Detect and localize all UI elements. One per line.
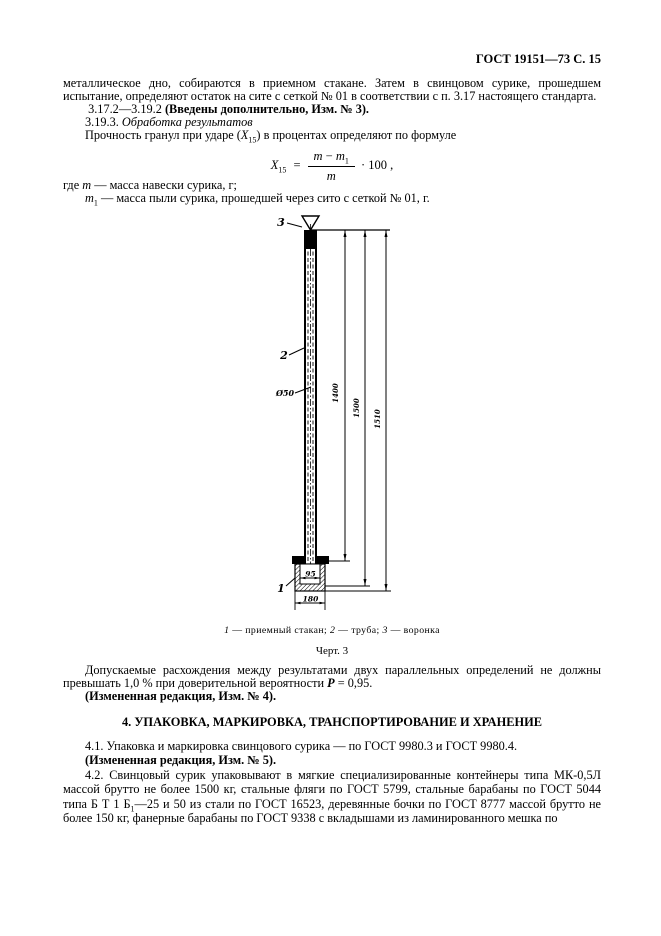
leader-diameter [295,387,311,393]
arrow [320,602,326,605]
figure-3-drawing [250,212,410,620]
page-header [63,52,601,67]
doc-number: ГОСТ 19151—73 С. 15 [475,52,601,66]
dim-label-1500: 1500 [352,398,361,418]
where-line-1: где m — масса навески сурика, г; [63,178,237,192]
intro-paragraph: металлическое дно, собираются в приемном стакане. Затем в свинцовом сурике, прошедшем испытание, определяют остаток на сите с сеткой № 01 в соответствии с п. 3.17 настоящего стандарта. [63,76,601,104]
formula-lhs: X [270,158,279,172]
arrow [385,230,388,237]
dim-label-95: 95 [305,569,316,579]
strength-sentence: Прочность гранул при ударе $(X_{15})$ в процентах определяют по формуле [85,128,457,145]
ref-label-3: 3 [277,216,285,229]
ref-label-2: 2 [280,349,288,362]
diameter-label: Ø50 [275,388,295,398]
dim-label-1510: 1510 [373,409,382,429]
clause-4-2: 4.2. Свинцовый сурик упаковывают в мягкие специализированные контейнеры типа МК-0,5Л массой брутто не более 1500 кг, стальные фляги по ГОСТ 5799, стальные барабаны по ГОСТ 5044 типа Б Т 1 $Б_1—25$ и 50 из стали по ГОСТ 16523, деревянные бочки по ГОСТ 8777 массой брутто не более 150 кг, фанерные барабаны по ГОСТ 9338 с вкладышами из ламинированного мешка по [63,768,602,826]
clause-4-1: 4.1. Упаковка и маркировка свинцового сурика — по ГОСТ 9980.3 и ГОСТ 9980.4. [85,739,518,753]
arrow [295,602,301,605]
amendment-note: (Введены дополнительно, Изм. № 3). [164,102,370,116]
arrow [344,230,347,237]
dim-label-1400: 1400 [331,383,340,403]
amendment-4: (Измененная редакция, Изм. № 4). [85,689,277,703]
leader-1 [286,578,295,586]
denominator: m [326,169,336,183]
ref-label-1: 1 [277,582,285,595]
formula-factor: · 100 , [361,158,394,172]
arrow [385,584,388,591]
dim-label-180: 180 [302,594,319,604]
amendment-5: (Измененная редакция, Изм. № 5). [85,753,277,767]
clause-title: Обработка результатов [121,115,253,129]
leader-3 [287,223,302,227]
clause-number: 3.17.2—3.19.2 [88,102,165,116]
leader-2 [289,348,304,355]
arrow [364,230,367,237]
arrow [364,579,367,586]
section-4-title: 4. УПАКОВКА, МАРКИРОВКА, ТРАНСПОРТИРОВАНИЕ И ХРАНЕНИЕ [121,715,543,729]
cup-flange-left [292,556,305,564]
clause-number: 3.19.3. [85,115,122,129]
numerator: $m - m_1$ [308,149,355,167]
figure-caption: 1 — приемный стакан; 2 — труба; 3 — воронка [224,625,440,636]
divergence-paragraph: Допускаемые расхождения между результатами двух параллельных определений не должны превышать 1,0 % при доверительной вероятности Р = 0,95. [63,663,601,691]
formula-x15: $X_{15}$ = $\frac{m - m_1}{m}$ · 100 , [270,149,394,183]
where-line-2: $m_1$ — масса пыли сурика, прошедшей через сито с сеткой № 01, г. [85,191,430,208]
cup-flange-right [316,556,329,564]
arrow [344,554,347,561]
figure-label: Черт. 3 [315,645,349,657]
